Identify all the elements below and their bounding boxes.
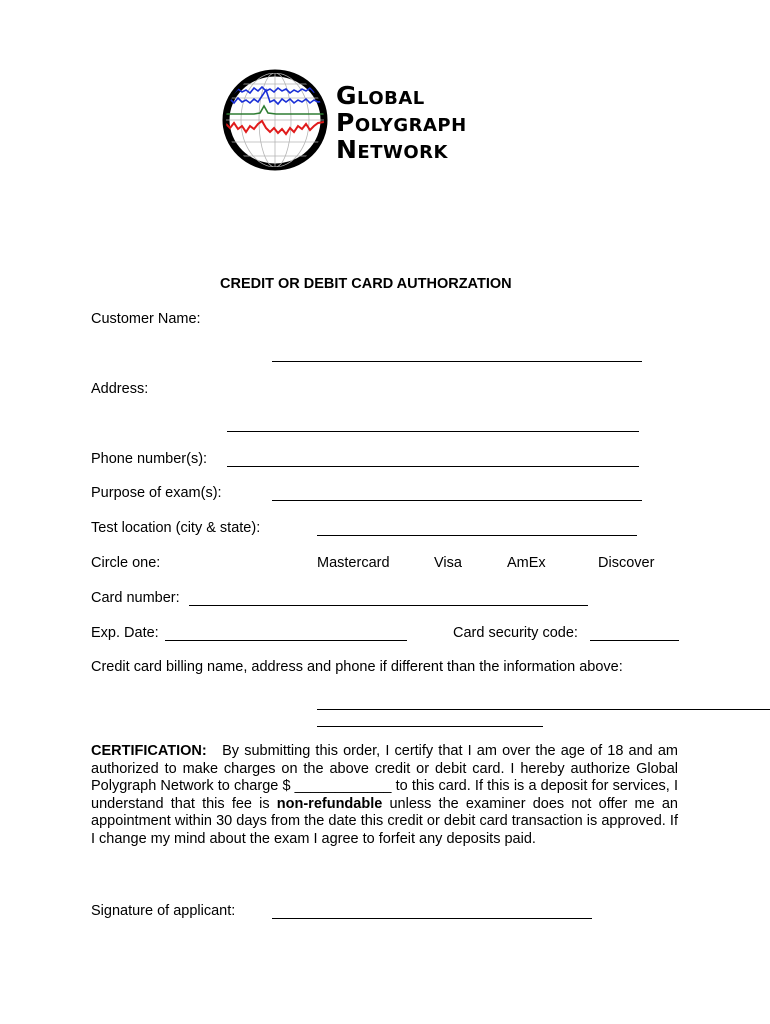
security-code-label: Card security code: xyxy=(453,625,578,641)
form-title: CREDIT OR DEBIT CARD AUTHORZATION xyxy=(220,276,512,292)
card-type-amex[interactable]: AmEx xyxy=(507,555,546,571)
location-field[interactable] xyxy=(317,535,637,536)
location-label: Test location (city & state): xyxy=(91,520,261,536)
phone-field[interactable] xyxy=(227,466,639,467)
billing-info-field-1[interactable] xyxy=(317,709,770,710)
certification-text-2: unless the examiner does not offer me an appointment within 30 days from the date this credit or debit card transaction is approved. If I change my mind about the exam I agree to forfeit any deposits paid. xyxy=(91,795,678,847)
exp-date-field[interactable] xyxy=(165,640,407,641)
card-number-field[interactable] xyxy=(189,605,588,606)
non-refundable-emphasis: non-refundable xyxy=(276,795,383,812)
signature-label: Signature of applicant: xyxy=(91,903,236,919)
certification-text-1: By submitting this order, I certify that I am over the age of 18 and am authorized to make charges on the above credit or debit card. I hereby authorize Global Polygraph Network to charge $ ____________ to this card. If this is a deposit for services, I understand that this fee is xyxy=(91,743,679,812)
brand-wordmark xyxy=(336,82,556,163)
card-type-discover[interactable]: Discover xyxy=(598,555,655,571)
card-type-visa[interactable]: Visa xyxy=(434,555,462,571)
card-number-label: Card number: xyxy=(91,590,180,606)
signature-field[interactable] xyxy=(272,918,592,919)
certification-paragraph xyxy=(91,743,678,849)
security-code-field[interactable] xyxy=(590,640,679,641)
circle-one-label: Circle one: xyxy=(91,555,161,571)
brand-line-2: Polygraph xyxy=(336,108,467,137)
purpose-label: Purpose of exam(s): xyxy=(91,485,222,501)
certification-heading: CERTIFICATION: xyxy=(91,743,207,759)
card-type-mastercard[interactable]: Mastercard xyxy=(317,555,390,571)
globe-logo-icon xyxy=(220,66,332,174)
exp-date-label: Exp. Date: xyxy=(91,625,159,641)
brand-line-3: Network xyxy=(336,135,448,164)
phone-label: Phone number(s): xyxy=(91,451,208,467)
address-field[interactable] xyxy=(227,431,639,432)
billing-note-label: Credit card billing name, address and phone if different than the information above: xyxy=(91,659,623,675)
brand-line-1: Global xyxy=(336,81,425,110)
billing-info-field-2[interactable] xyxy=(317,726,543,727)
customer-name-field[interactable] xyxy=(272,361,642,362)
purpose-field[interactable] xyxy=(272,500,642,501)
address-label: Address: xyxy=(91,381,149,397)
customer-name-label: Customer Name: xyxy=(91,311,201,327)
